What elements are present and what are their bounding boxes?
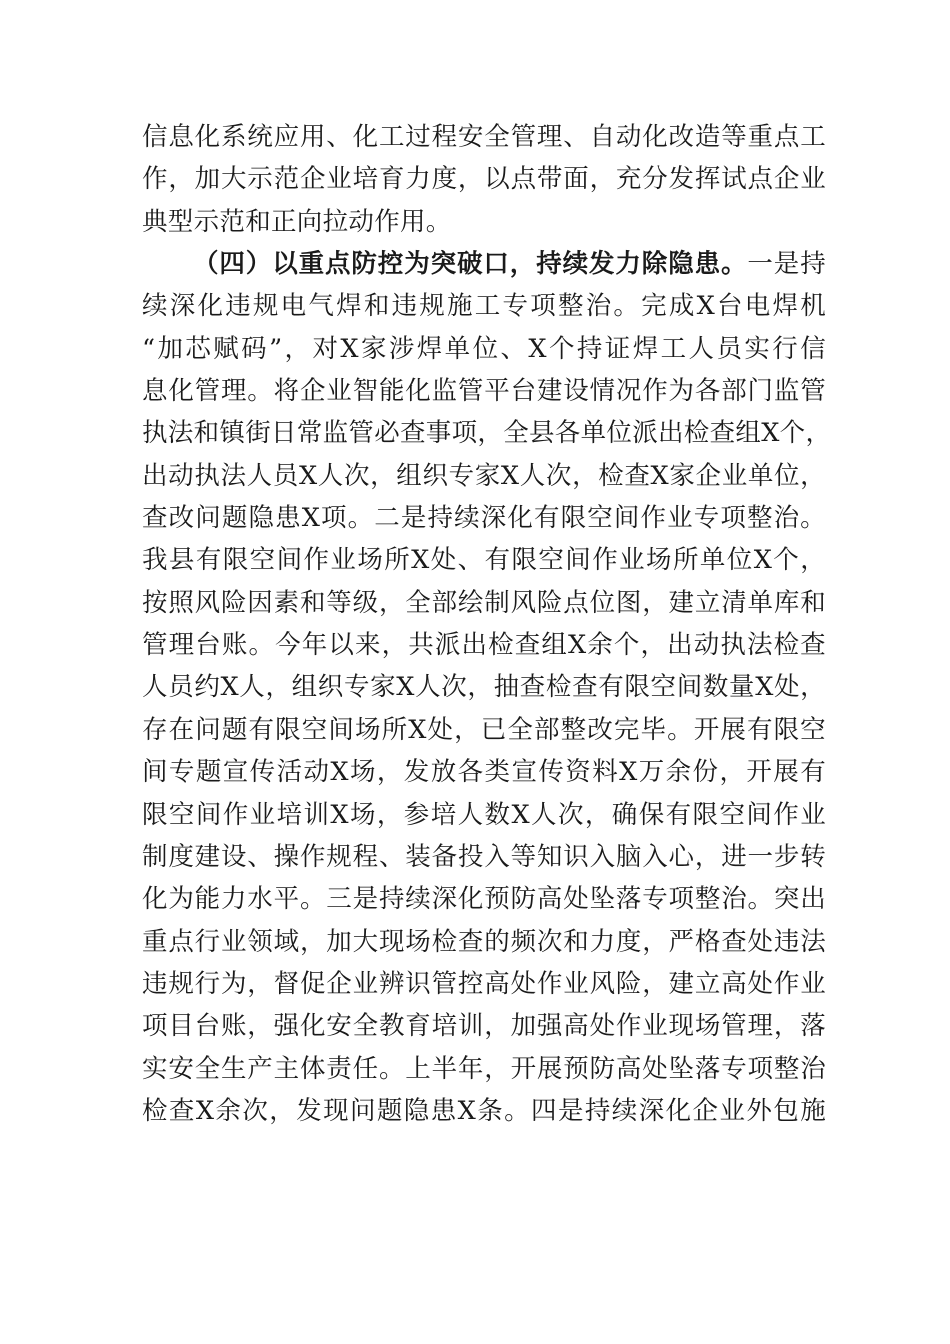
text-line: 间专题宣传活动X场，发放各类宣传资料X万余份，开展有 xyxy=(142,757,826,788)
text-line: 出动执法人员X人次，组织专家X人次，检查X家企业单位， xyxy=(142,460,826,491)
text-line: 管理台账。今年以来，共派出检查组X余个，出动执法检查 xyxy=(142,630,826,661)
text-line: 我县有限空间作业场所X处、有限空间作业场所单位X个， xyxy=(142,545,826,576)
section-heading: 以重点防控为突破口，持续发力除隐患。 xyxy=(272,249,748,280)
section-lead: 一是持 xyxy=(747,249,826,280)
text-line: 违规行为，督促企业辨识管控高处作业风险，建立高处作业 xyxy=(142,968,826,999)
text-line: 执法和镇街日常监管必查事项，全县各单位派出检查组X个， xyxy=(142,418,832,449)
text-line: 重点行业领域，加大现场检查的频次和力度，严格查处违法 xyxy=(142,926,826,957)
text-line: 按照风险因素和等级，全部绘制风险点位图，建立清单库和 xyxy=(142,587,826,618)
text-line: 息化管理。将企业智能化监管平台建设情况作为各部门监管 xyxy=(142,376,826,407)
section-number: （四） xyxy=(193,249,273,280)
text-line: 检查X余次，发现问题隐患X条。四是持续深化企业外包施 xyxy=(142,1095,826,1126)
text-line: 人员约X人，组织专家X人次，抽查检查有限空间数量X处， xyxy=(142,672,826,703)
text-line: 作，加大示范企业培育力度，以点带面，充分发挥试点企业 xyxy=(142,164,826,195)
section-heading-line xyxy=(142,243,826,285)
document-body xyxy=(142,116,832,1132)
text-line: 化为能力水平。三是持续深化预防高处坠落专项整治。突出 xyxy=(142,884,826,915)
text-line: 项目台账，强化安全教育培训，加强高处作业现场管理，落 xyxy=(142,1011,826,1042)
text-line: 存在问题有限空间场所X处，已全部整改完毕。开展有限空 xyxy=(142,714,826,745)
text-line: 限空间作业培训X场，参培人数X人次，确保有限空间作业 xyxy=(142,799,826,830)
text-line: 实安全生产主体责任。上半年，开展预防高处坠落专项整治 xyxy=(142,1053,826,1084)
text-line: 制度建设、操作规程、装备投入等知识入脑入心，进一步转 xyxy=(142,841,826,872)
text-line: 续深化违规电气焊和违规施工专项整治。完成X台电焊机 xyxy=(142,291,826,322)
text-line: 典型示范和正向拉动作用。 xyxy=(142,206,452,237)
text-line: “加芯赋码”，对X家涉焊单位、X个持证焊工人员实行信 xyxy=(142,333,826,364)
text-line: 查改问题隐患X项。二是持续深化有限空间作业专项整治。 xyxy=(142,503,826,534)
text-line: 信息化系统应用、化工过程安全管理、自动化改造等重点工 xyxy=(142,122,826,152)
